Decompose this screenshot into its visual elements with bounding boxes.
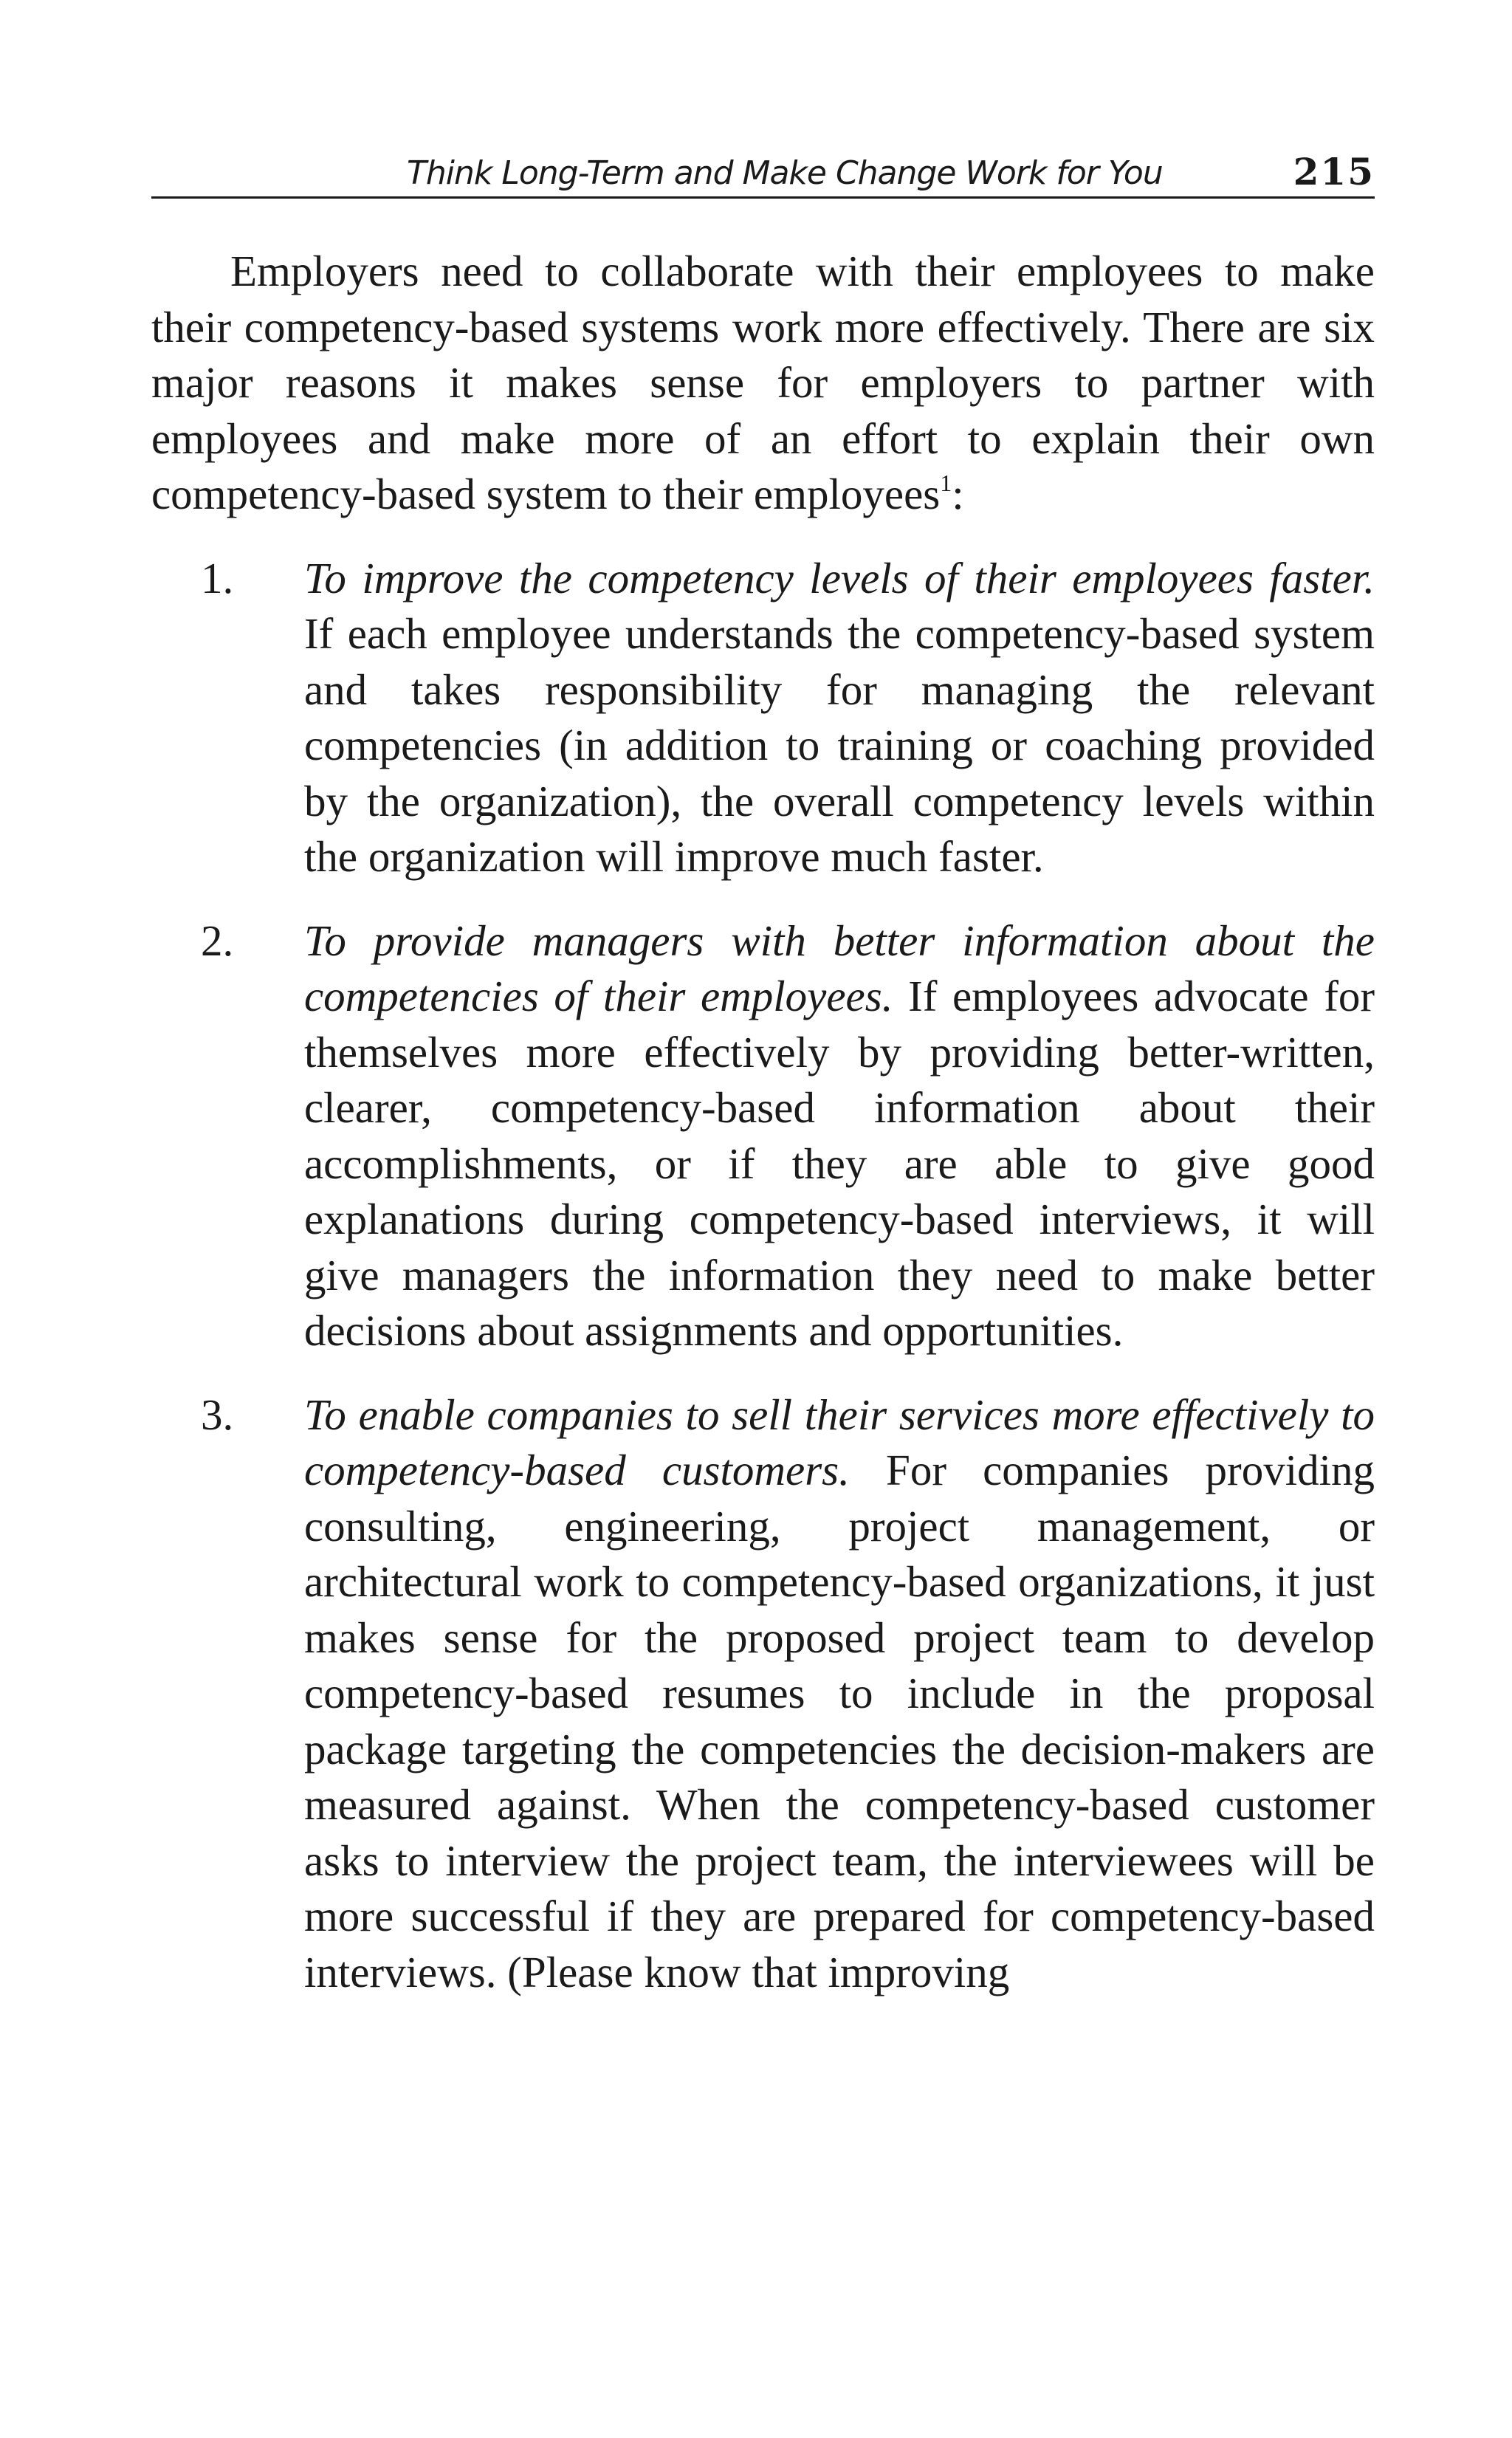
list-item-lead: To enable companies to sell their services more effectively to competency-based customers. (304, 1390, 1375, 1494)
page-number: 215 (1293, 150, 1375, 193)
list-item-body: If each employee understands the competency-based system and takes responsibility for managing the relevant competencies (in addition to training or coaching provided by the organization), the overall competency levels within the organization will improve much faster. (304, 609, 1375, 881)
footnote-reference: 1 (940, 470, 952, 496)
reasons-list (151, 551, 1375, 2001)
list-item (151, 913, 1375, 1359)
intro-paragraph (151, 244, 1375, 523)
body-text (151, 244, 1375, 2028)
list-item-body: If employees advocate for themselves more effectively by providing better-written, clearer, competency-based information about their accomplishments, or if they are able to give good explanations during competency-based interviews, it will give managers the information they need to make better decisions about assignments and opportunities. (304, 972, 1375, 1355)
list-item (151, 551, 1375, 885)
list-item-lead: To provide managers with better information about the competencies of their employees. (304, 916, 1375, 1020)
intro-trailing: : (952, 470, 964, 518)
running-head: Think Long-Term and Make Change Work for You (407, 154, 1163, 192)
list-item-number: 3. (201, 1390, 234, 1439)
list-item-number: 1. (201, 553, 234, 602)
page-header (151, 140, 1375, 199)
intro-text: Employers need to collaborate with their employees to make their competency-based systems work more effectively. There are six major reasons it makes sense for employers to partner with employees and make more of an effort to explain their own competency-based system to their employees (151, 247, 1375, 518)
list-item-lead: To improve the competency levels of their employees faster. (304, 553, 1375, 602)
list-item-body: For companies providing consulting, engineering, project management, or architectural work to competency-based organizations, it just makes sense for the proposed project team to develop competency-based resumes to include in the proposal package targeting the competencies the decision-makers are measured against. When the competency-based customer asks to interview the project team, the interviewees will be more successful if they are prepared for competency-based interviews. (Please know that improving (304, 1446, 1375, 1996)
list-item-number: 2. (201, 916, 234, 965)
list-item (151, 1387, 1375, 2001)
